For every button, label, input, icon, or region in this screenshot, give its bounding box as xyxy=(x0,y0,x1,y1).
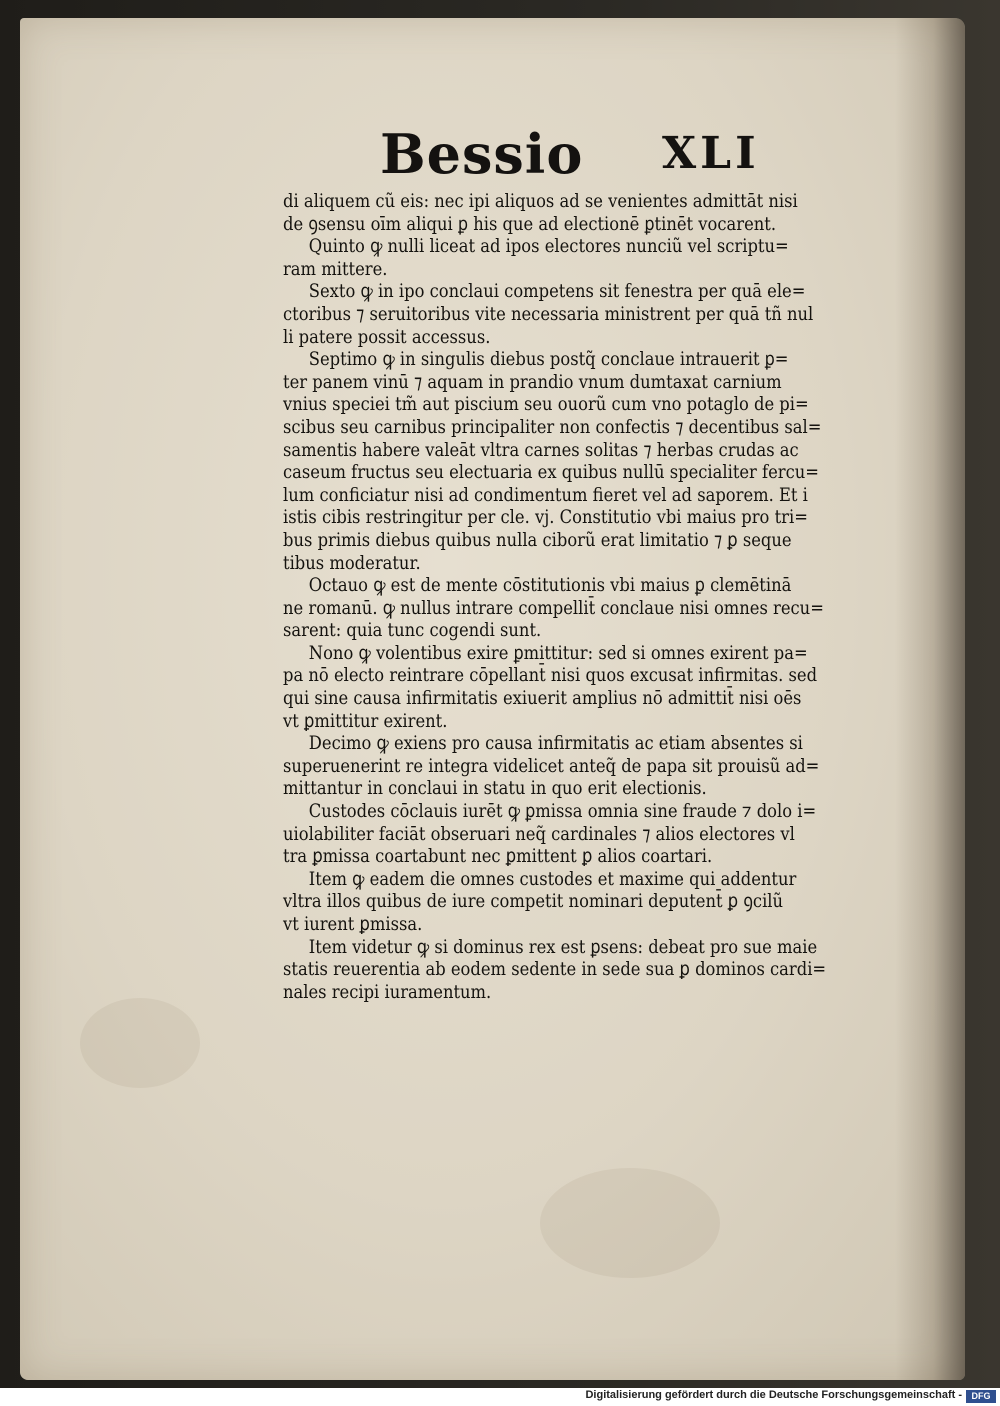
text-block xyxy=(283,190,933,1003)
text-line: vt ꝑmittitur exirent. xyxy=(283,709,448,732)
text-line: li patere possit accessus. xyxy=(283,325,491,348)
text-line: lum conficiatur nisi ad condimentum fieret vel ad saporem. Et i xyxy=(283,483,808,506)
text-line: ram mittere. xyxy=(283,257,388,280)
text-line: tibus moderatur. xyxy=(283,551,421,574)
text-line: ne romanū. ꝙ nullus intrare compellit̄ conclaue nisi omnes recu= xyxy=(283,596,824,619)
text-line: statis reuerentia ab eodem sedente in sede sua ꝑ dominos cardi= xyxy=(283,958,827,981)
text-line: Quinto ꝙ nulli liceat ad ipos electores nunciũ vel scriptu= xyxy=(308,235,789,258)
text-line: uiolabiliter faciāt obseruari neq̃ cardinales ⁊ alios electores vl xyxy=(283,822,795,845)
text-line: ter panem vinū ⁊ aquam in prandio vnum dumtaxat carnium xyxy=(283,370,782,393)
text-line: vnius speciei tm̃ aut piscium seu ouorũ cum vno potaglo de pi= xyxy=(283,393,809,416)
text-line: Item ꝙ eadem die omnes custodes et maxime qui addentur xyxy=(308,867,797,890)
text-line: samentis habere valeāt vltra carnes solitas ⁊ herbas crudas ac xyxy=(283,438,799,461)
text-line: pa nō electo reintrare cōpellant̄ nisi quos excusat infirmitas. sed xyxy=(283,664,818,687)
text-line: Sexto ꝙ in ipo conclaui competens sit fenestra per quā ele= xyxy=(308,280,806,303)
footer-bar xyxy=(0,1388,1000,1406)
running-head-numeral: XLI xyxy=(662,128,760,179)
dfg-logo: DFG xyxy=(966,1390,996,1403)
text-line: Decimo ꝙ exiens pro causa infirmitatis ac etiam absentes si xyxy=(308,732,803,755)
text-line: superuenerint re integra videlicet anteq̃ de papa sit prouisũ ad= xyxy=(283,754,820,777)
text-line: istis cibis restringitur per cle. vj. Constitutio vbi maius pro tri= xyxy=(283,506,808,529)
text-line: Octauo ꝙ est de mente cōstitutionis vbi maius ꝑ clemētinā xyxy=(308,574,792,597)
text-line: tra ꝑmissa coartabunt nec ꝑmittent ꝑ alios coartari. xyxy=(283,845,713,868)
page-stain xyxy=(80,998,200,1088)
text-line: Septimo ꝙ in singulis diebus postq̃ conclaue intrauerit ꝑ= xyxy=(308,348,789,371)
text-line: vltra illos quibus de iure competit nominari deputent̄ ꝑ ꝯcilũ xyxy=(283,890,784,913)
text-line: qui sine causa infirmitatis exiuerit amplius nō admittit̄ nisi oēs xyxy=(283,687,802,710)
text-line: Item videtur ꝙ si dominus rex est ꝑsens: debeat pro sue maie xyxy=(308,935,818,958)
text-line: caseum fructus seu electuaria ex quibus nullū specialiter fercu= xyxy=(283,461,819,484)
text-line: Custodes cōclauis iurēt ꝙ ꝑmissa omnia sine fraude ⁊ dolo i= xyxy=(308,800,817,823)
page-stain xyxy=(540,1168,720,1278)
text-line: sarent: quia tunc cogendi sunt. xyxy=(283,619,542,642)
text-line: scibus seu carnibus principaliter non confectis ⁊ decentibus sal= xyxy=(283,415,822,438)
text-line: vt iurent ꝑmissa. xyxy=(283,913,423,935)
footer-credit: Digitalisierung gefördert durch die Deutsche Forschungsgemeinschaft - xyxy=(585,1389,962,1401)
text-line: nales recipi iuramentum. xyxy=(283,980,492,1003)
text-line: mittantur in conclaui in statu in quo erit electionis. xyxy=(283,777,707,800)
running-head-title: Bessio xyxy=(380,122,584,186)
text-line: bus primis diebus quibus nulla ciborũ erat limitatio ⁊ ꝑ seque xyxy=(283,528,792,551)
text-line: ctoribus ⁊ seruitoribus vite necessaria ministrent per quā tñ nul xyxy=(283,302,814,325)
running-head xyxy=(380,122,800,192)
text-line: de ꝯsensu oīm aliqui ꝑ his que ad electionē ꝑtinēt vocarent. xyxy=(283,212,777,235)
text-line: di aliquem cũ eis: nec ipi aliquos ad se venientes admittāt nisi xyxy=(283,190,798,212)
text-line: Nono ꝙ volentibus exire ꝑmittitur: sed si omnes exirent pa= xyxy=(308,641,808,664)
